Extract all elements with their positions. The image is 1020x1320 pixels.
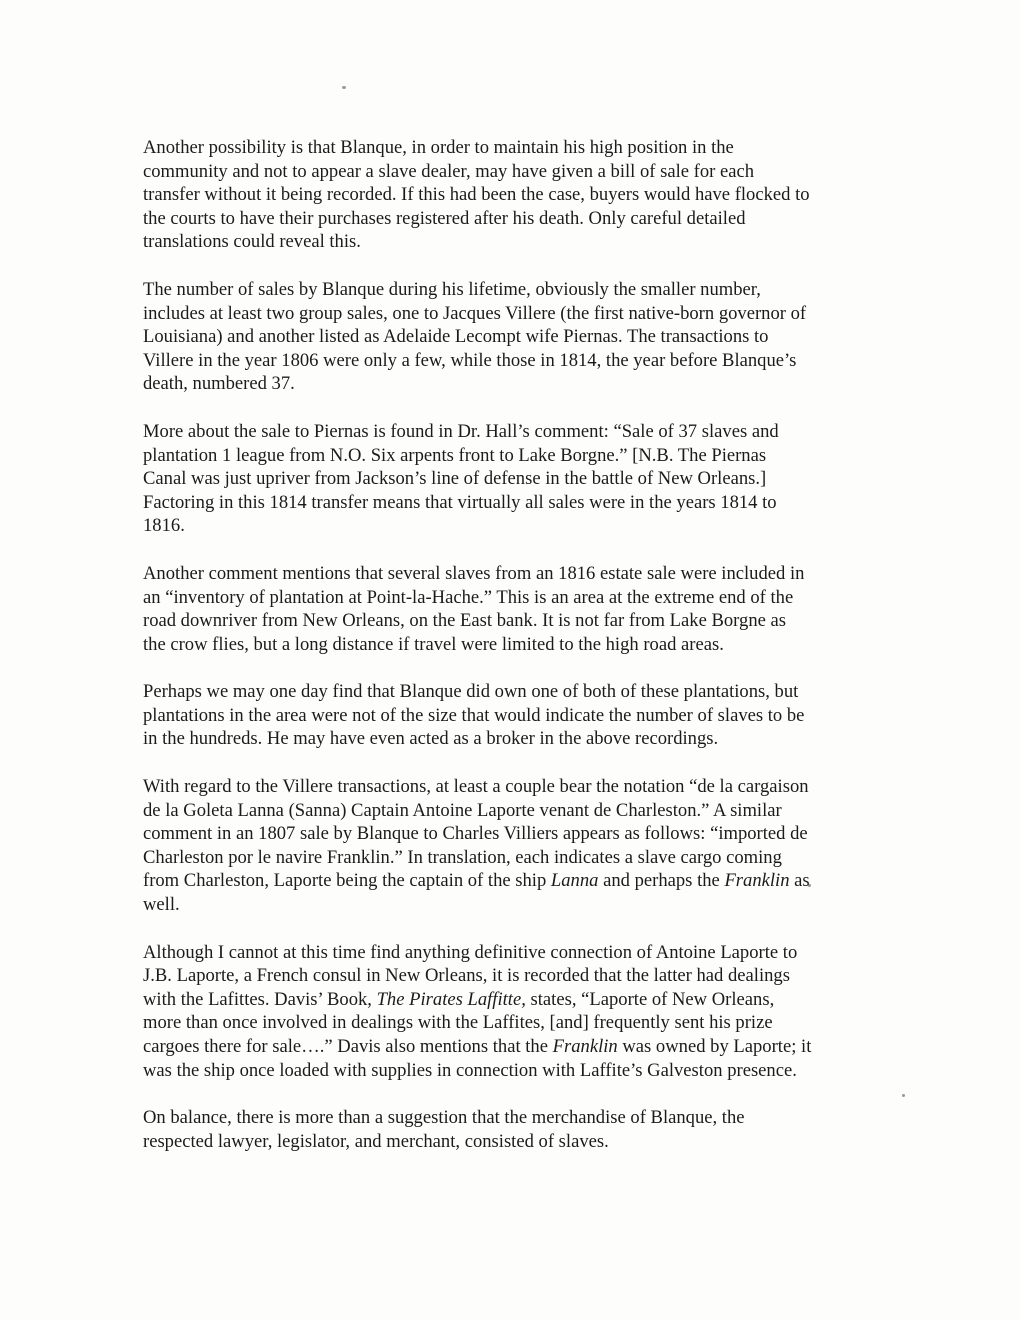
scan-speck bbox=[902, 1094, 905, 1097]
text-run: states, “Laporte of New Orleans, bbox=[525, 988, 775, 1010]
ship-name-franklin: Franklin bbox=[552, 1036, 618, 1057]
text-line: Louisiana) and another listed as Adelaide Lecompt wife Piernas. The transactions to bbox=[143, 326, 769, 348]
text-line: road downriver from New Orleans, on the East bank. It is not far from Lake Borgne as bbox=[143, 610, 787, 632]
text-line: Charleston por le navire Franklin.” In translation, each indicates a slave cargo coming bbox=[143, 846, 782, 868]
text-line: more than once involved in dealings with the Laffites, [and] frequently sent his prize bbox=[143, 1012, 773, 1034]
paragraph-1 bbox=[143, 136, 869, 254]
text-line: J.B. Laporte, a French consul in New Orleans, it is recorded that the latter had dealings bbox=[143, 965, 790, 987]
text-run: from Charleston, Laporte being the captain of the ship bbox=[143, 870, 551, 892]
text-line: includes at least two group sales, one to Jacques Villere (the first native-born governor of bbox=[143, 302, 807, 324]
paragraph-2 bbox=[143, 278, 869, 396]
text-line: Villere in the year 1806 were only a few, while those in 1814, the year before Blanque’s bbox=[143, 349, 797, 371]
text-line: was the ship once loaded with supplies in connection with Laffite’s Galveston presence. bbox=[143, 1059, 797, 1081]
text-line: 1816. bbox=[143, 515, 185, 537]
text-line: Canal was just upriver from Jackson’s line of defense in the battle of New Orleans.] bbox=[143, 468, 767, 490]
text-run: cargoes there for sale….” Davis also mentions that the bbox=[143, 1036, 553, 1057]
text-line bbox=[143, 988, 869, 1012]
text-run: as bbox=[789, 870, 810, 892]
text-line bbox=[143, 1035, 869, 1059]
text-line: Although I cannot at this time find anything definitive connection of Antoine Laporte to bbox=[143, 941, 798, 963]
text-line: translations could reveal this. bbox=[143, 231, 361, 253]
text-run: with the Lafittes. Davis’ Book, bbox=[143, 988, 377, 1010]
text-line: plantations in the area were not of the size that would indicate the number of slaves to be bbox=[143, 704, 805, 726]
text-line: respected lawyer, legislator, and merchant, consisted of slaves. bbox=[143, 1130, 609, 1152]
text-line: an “inventory of plantation at Point-la-Hache.” This is an area at the extreme end of the bbox=[143, 586, 794, 608]
book-title: The Pirates Laffitte, bbox=[376, 988, 526, 1010]
text-line: More about the sale to Piernas is found in Dr. Hall’s comment: “Sale of 37 slaves and bbox=[143, 420, 779, 442]
text-line: transfer without it being recorded. If this had been the case, buyers would have flocked to bbox=[143, 184, 810, 206]
text-line: plantation 1 league from N.O. Six arpents front to Lake Borgne.” [N.B. The Piernas bbox=[143, 444, 767, 466]
text-line: The number of sales by Blanque during his lifetime, obviously the smaller number, bbox=[143, 278, 761, 300]
paragraph-3 bbox=[143, 420, 869, 538]
text-line: Perhaps we may one day find that Blanque did own one of both of these plantations, but bbox=[143, 681, 799, 703]
text-line: comment in an 1807 sale by Blanque to Charles Villiers appears as follows: “imported de bbox=[143, 823, 808, 845]
text-line bbox=[143, 869, 869, 893]
paragraph-6 bbox=[143, 775, 869, 917]
text-run: was owned by Laporte; it bbox=[617, 1036, 812, 1057]
text-line: With regard to the Villere transactions, at least a couple bear the notation “de la cargaison bbox=[143, 776, 809, 798]
text-line: well. bbox=[143, 894, 180, 916]
paragraph-8 bbox=[143, 1106, 869, 1153]
text-line: Another possibility is that Blanque, in order to maintain his high position in the bbox=[143, 137, 734, 158]
scan-speck bbox=[342, 86, 346, 89]
text-line: Factoring in this 1814 transfer means that virtually all sales were in the years 1814 to bbox=[143, 491, 777, 513]
text-line: death, numbered 37. bbox=[143, 373, 295, 395]
paragraph-7 bbox=[143, 941, 869, 1083]
text-line: de la Goleta Lanna (Sanna) Captain Antoine Laporte venant de Charleston.” A similar bbox=[143, 799, 782, 821]
text-line: the crow flies, but a long distance if travel were limited to the high road areas. bbox=[143, 633, 724, 655]
document-body bbox=[143, 136, 869, 1177]
text-line: community and not to appear a slave dealer, may have given a bill of sale for each bbox=[143, 160, 755, 182]
text-line: On balance, there is more than a suggestion that the merchandise of Blanque, the bbox=[143, 1107, 745, 1129]
text-line: in the hundreds. He may have even acted as a broker in the above recordings. bbox=[143, 728, 719, 750]
ship-name-franklin: Franklin bbox=[724, 870, 790, 892]
paragraph-4 bbox=[143, 562, 869, 656]
text-line: Another comment mentions that several slaves from an 1816 estate sale were included in bbox=[143, 562, 805, 584]
paragraph-5 bbox=[143, 680, 869, 751]
text-line: the courts to have their purchases registered after his death. Only careful detailed bbox=[143, 207, 746, 229]
ship-name-lanna: Lanna bbox=[550, 870, 599, 892]
text-run: and perhaps the bbox=[598, 870, 725, 892]
